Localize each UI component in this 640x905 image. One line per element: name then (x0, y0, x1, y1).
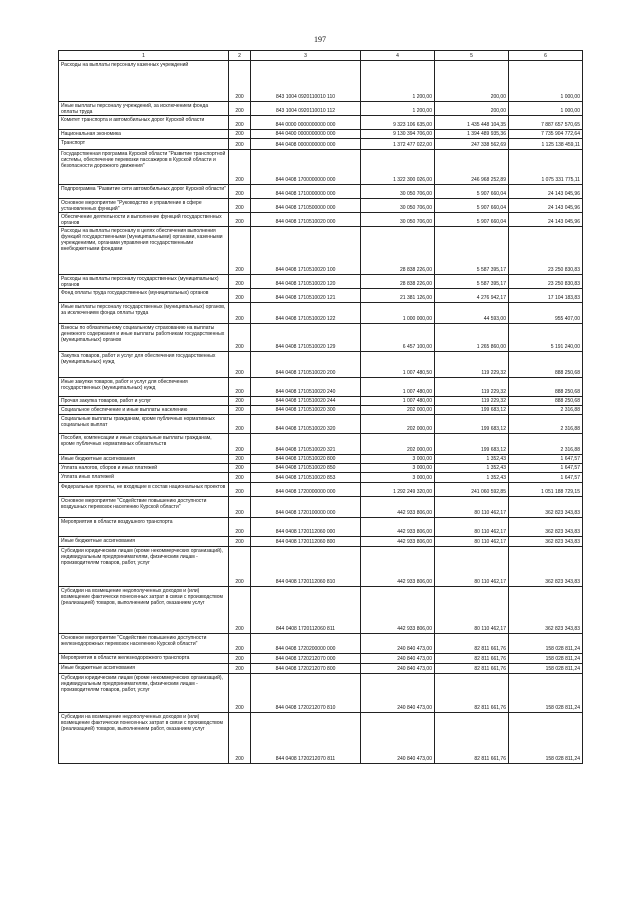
column-header: 6 (509, 51, 583, 61)
row-budget-code: 844 0408 1710510020 850 (251, 464, 361, 473)
row-approved-amount: 9 323 106 635,00 (361, 116, 435, 130)
row-name: Субсидии юридическим лицам (кроме некоммерческих организаций), индивидуальным предпринимателям, физическим лицам - производителям товаров, работ, услуг (59, 547, 229, 587)
row-approved-amount: 442 933 806,00 (361, 497, 435, 518)
row-name: Социальные выплаты гражданам, кроме публичных нормативных социальных выплат (59, 415, 229, 434)
table-row (59, 227, 583, 275)
column-header: 1 (59, 51, 229, 61)
row-remaining-amount: 24 143 045,96 (509, 185, 583, 199)
row-approved-amount: 1 200,00 (361, 61, 435, 102)
page-number: 197 (314, 35, 326, 44)
row-budget-code: 844 0408 0000000000 000 (251, 139, 361, 150)
table-row (59, 473, 583, 483)
row-budget-code: 844 0408 1710000000 000 (251, 185, 361, 199)
row-budget-code: 843 1004 0920110010 110 (251, 61, 361, 102)
row-ved-code: 200 (229, 455, 251, 464)
table-row (59, 213, 583, 227)
table-row (59, 587, 583, 634)
row-budget-code: 844 0408 1720212070 000 (251, 654, 361, 664)
row-remaining-amount: 888 250,68 (509, 397, 583, 406)
row-ved-code: 200 (229, 378, 251, 397)
row-ved-code: 200 (229, 185, 251, 199)
table-row (59, 664, 583, 674)
row-remaining-amount: 23 250 830,83 (509, 275, 583, 289)
column-header: 2 (229, 51, 251, 61)
row-budget-code: 844 0408 1710510020 121 (251, 289, 361, 303)
row-name: Прочая закупка товаров, работ и услуг (59, 397, 229, 406)
row-executed-amount: 5 907 660,04 (435, 213, 509, 227)
row-name: Расходы на выплаты персоналу государственных (муниципальных) органов (59, 275, 229, 289)
row-name: Уплата иных платежей (59, 473, 229, 483)
row-name: Транспорт (59, 139, 229, 150)
row-approved-amount: 202 000,00 (361, 415, 435, 434)
row-approved-amount: 1 007 480,00 (361, 397, 435, 406)
row-budget-code: 844 0408 1720100000 000 (251, 497, 361, 518)
table-row (59, 674, 583, 713)
table-row (59, 352, 583, 378)
row-executed-amount: 246 968 252,89 (435, 150, 509, 185)
row-executed-amount: 1 265 860,00 (435, 324, 509, 352)
row-ved-code: 200 (229, 61, 251, 102)
row-approved-amount: 202 000,00 (361, 434, 435, 455)
row-executed-amount: 5 907 660,04 (435, 185, 509, 199)
row-approved-amount: 1 372 477 022,00 (361, 139, 435, 150)
table-row (59, 289, 583, 303)
row-approved-amount: 3 000,00 (361, 464, 435, 473)
row-executed-amount: 199 683,12 (435, 434, 509, 455)
row-approved-amount: 442 933 806,00 (361, 547, 435, 587)
table-row (59, 199, 583, 213)
row-remaining-amount: 158 028 811,24 (509, 674, 583, 713)
row-budget-code: 844 0408 1710510020 120 (251, 275, 361, 289)
table-body (59, 61, 583, 764)
row-executed-amount: 4 276 942,17 (435, 289, 509, 303)
row-ved-code: 200 (229, 587, 251, 634)
row-ved-code: 200 (229, 213, 251, 227)
row-budget-code: 844 0408 1710510020 321 (251, 434, 361, 455)
table-row (59, 139, 583, 150)
table-row (59, 130, 583, 139)
row-name: Иные бюджетные ассигнования (59, 455, 229, 464)
row-executed-amount: 199 683,12 (435, 415, 509, 434)
row-budget-code: 844 0408 1720112060 800 (251, 537, 361, 547)
table-row (59, 537, 583, 547)
row-ved-code: 200 (229, 303, 251, 324)
row-ved-code: 200 (229, 227, 251, 275)
row-name: Основное мероприятие "Содействие повышению доступности воздушных перевозок населению Курской области" (59, 497, 229, 518)
table-row (59, 324, 583, 352)
row-ved-code: 200 (229, 275, 251, 289)
row-remaining-amount: 1 000,00 (509, 102, 583, 116)
row-executed-amount: 5 587 395,17 (435, 275, 509, 289)
row-executed-amount: 82 811 661,76 (435, 713, 509, 764)
row-name: Мероприятия в области воздушного транспорта (59, 518, 229, 537)
row-executed-amount: 119 229,32 (435, 378, 509, 397)
row-remaining-amount: 5 191 240,00 (509, 324, 583, 352)
row-name: Основное мероприятие "Содействие повышению доступности железнодорожных перевозок населению Курской области" (59, 634, 229, 654)
budget-report-table (58, 50, 583, 764)
row-budget-code: 844 0408 1720212070 810 (251, 674, 361, 713)
row-executed-amount: 119 229,32 (435, 397, 509, 406)
column-header: 4 (361, 51, 435, 61)
row-ved-code: 200 (229, 406, 251, 415)
row-approved-amount: 3 000,00 (361, 473, 435, 483)
row-ved-code: 200 (229, 199, 251, 213)
row-approved-amount: 21 381 126,00 (361, 289, 435, 303)
table-row (59, 378, 583, 397)
column-header: 3 (251, 51, 361, 61)
row-approved-amount: 1 007 480,50 (361, 352, 435, 378)
table-row (59, 102, 583, 116)
row-budget-code: 844 0408 1710510020 122 (251, 303, 361, 324)
row-name: Закупка товаров, работ и услуг для обеспечения государственных (муниципальных) нужд (59, 352, 229, 378)
row-approved-amount: 28 838 226,00 (361, 227, 435, 275)
row-approved-amount: 28 838 226,00 (361, 275, 435, 289)
row-executed-amount: 80 110 462,17 (435, 587, 509, 634)
row-executed-amount: 82 811 661,76 (435, 664, 509, 674)
row-budget-code: 844 0408 1720112060 810 (251, 547, 361, 587)
row-remaining-amount: 1 647,57 (509, 473, 583, 483)
row-name: Фонд оплаты труда государственных (муниципальных) органов (59, 289, 229, 303)
row-name: Пособия, компенсации и иные социальные выплаты гражданам, кроме публичных нормативных обязательств (59, 434, 229, 455)
row-budget-code: 844 0408 1710510020 853 (251, 473, 361, 483)
row-approved-amount: 1 007 480,00 (361, 378, 435, 397)
row-budget-code: 844 0408 1720212070 800 (251, 664, 361, 674)
row-ved-code: 200 (229, 634, 251, 654)
row-name: Иные закупки товаров, работ и услуг для обеспечения государственных (муниципальных) нужд (59, 378, 229, 397)
row-ved-code: 200 (229, 130, 251, 139)
row-executed-amount: 247 338 562,69 (435, 139, 509, 150)
row-approved-amount: 1 200,00 (361, 102, 435, 116)
row-budget-code: 844 0408 1710510020 244 (251, 397, 361, 406)
column-header: 5 (435, 51, 509, 61)
row-remaining-amount: 24 143 045,96 (509, 213, 583, 227)
row-approved-amount: 6 457 100,00 (361, 324, 435, 352)
row-remaining-amount: 1 075 331 775,11 (509, 150, 583, 185)
table-row (59, 185, 583, 199)
row-approved-amount: 1 322 300 026,00 (361, 150, 435, 185)
row-name: Уплата налогов, сборов и иных платежей (59, 464, 229, 473)
row-executed-amount: 200,00 (435, 61, 509, 102)
table-row (59, 634, 583, 654)
row-approved-amount: 1 292 249 320,00 (361, 483, 435, 497)
row-remaining-amount: 1 051 188 729,15 (509, 483, 583, 497)
row-approved-amount: 240 840 473,00 (361, 713, 435, 764)
row-name: Обеспечение деятельности и выполнение функций государственных органов (59, 213, 229, 227)
row-ved-code: 200 (229, 664, 251, 674)
row-ved-code: 200 (229, 674, 251, 713)
row-ved-code: 200 (229, 139, 251, 150)
table-row (59, 61, 583, 102)
row-budget-code: 843 1004 0920110010 112 (251, 102, 361, 116)
row-remaining-amount: 2 316,88 (509, 415, 583, 434)
row-approved-amount: 240 840 473,00 (361, 674, 435, 713)
row-ved-code: 200 (229, 102, 251, 116)
row-ved-code: 200 (229, 397, 251, 406)
row-budget-code: 844 0408 1710510020 800 (251, 455, 361, 464)
row-ved-code: 200 (229, 547, 251, 587)
row-ved-code: 200 (229, 434, 251, 455)
row-ved-code: 200 (229, 473, 251, 483)
table-row (59, 455, 583, 464)
row-name: Комитет транспорта и автомобильных дорог Курской области (59, 116, 229, 130)
row-remaining-amount: 888 250,68 (509, 352, 583, 378)
row-approved-amount: 442 933 806,00 (361, 537, 435, 547)
row-budget-code: 844 0408 1710510020 129 (251, 324, 361, 352)
row-approved-amount: 442 933 806,00 (361, 587, 435, 634)
row-executed-amount: 241 060 592,85 (435, 483, 509, 497)
table-row (59, 464, 583, 473)
row-executed-amount: 119 229,32 (435, 352, 509, 378)
row-executed-amount: 80 110 462,17 (435, 518, 509, 537)
table-row (59, 415, 583, 434)
table-row (59, 116, 583, 130)
row-budget-code: 844 0408 1710510020 300 (251, 406, 361, 415)
table-row (59, 275, 583, 289)
row-executed-amount: 82 811 661,76 (435, 634, 509, 654)
table-row (59, 397, 583, 406)
row-name: Расходы на выплаты персоналу в целях обеспечения выполнения функций государственными (муниципальными) органами, казенными учреждениями, органами управления государственными внебюджетными фондами (59, 227, 229, 275)
row-executed-amount: 5 907 660,04 (435, 199, 509, 213)
table-row (59, 654, 583, 664)
row-budget-code: 844 0408 1710510020 320 (251, 415, 361, 434)
row-ved-code: 200 (229, 497, 251, 518)
row-name: Взносы по обязательному социальному страхованию на выплаты денежного содержания и иные выплаты работникам государственных (муниципальных) органов (59, 324, 229, 352)
row-remaining-amount: 158 028 811,24 (509, 634, 583, 654)
row-budget-code: 844 0000 0000000000 000 (251, 116, 361, 130)
table-row (59, 518, 583, 537)
row-budget-code: 844 0408 1700000000 000 (251, 150, 361, 185)
row-approved-amount: 9 130 394 706,00 (361, 130, 435, 139)
row-name: Субсидии юридическим лицам (кроме некоммерческих организаций), индивидуальным предпринимателям, физическим лицам - производителям товаров, работ, услуг (59, 674, 229, 713)
table-row (59, 150, 583, 185)
row-budget-code: 844 0408 1710500000 000 (251, 199, 361, 213)
row-approved-amount: 202 000,00 (361, 406, 435, 415)
row-budget-code: 844 0400 0000000000 000 (251, 130, 361, 139)
row-remaining-amount: 362 823 343,83 (509, 587, 583, 634)
table-row (59, 713, 583, 764)
row-approved-amount: 30 050 706,00 (361, 199, 435, 213)
table-row (59, 434, 583, 455)
row-approved-amount: 30 050 706,00 (361, 213, 435, 227)
row-approved-amount: 240 840 473,00 (361, 664, 435, 674)
table-row (59, 406, 583, 415)
row-budget-code: 844 0408 1710510020 100 (251, 227, 361, 275)
row-approved-amount: 442 933 806,00 (361, 518, 435, 537)
table-row (59, 497, 583, 518)
row-remaining-amount: 1 000,00 (509, 61, 583, 102)
row-name: Социальное обеспечение и иные выплаты населению (59, 406, 229, 415)
row-approved-amount: 1 000 000,00 (361, 303, 435, 324)
row-name: Мероприятия в области железнодорожного транспорта (59, 654, 229, 664)
row-executed-amount: 200,00 (435, 102, 509, 116)
row-approved-amount: 3 000,00 (361, 455, 435, 464)
row-approved-amount: 240 840 473,00 (361, 654, 435, 664)
row-ved-code: 200 (229, 654, 251, 664)
row-approved-amount: 30 050 706,00 (361, 185, 435, 199)
row-ved-code: 200 (229, 483, 251, 497)
row-ved-code: 200 (229, 116, 251, 130)
row-budget-code: 844 0408 1720200000 000 (251, 634, 361, 654)
row-executed-amount: 82 811 661,76 (435, 674, 509, 713)
row-executed-amount: 1 394 489 935,36 (435, 130, 509, 139)
row-name: Иные выплаты персоналу учреждений, за исключением фонда оплаты труда (59, 102, 229, 116)
row-executed-amount: 80 110 462,17 (435, 547, 509, 587)
row-remaining-amount: 7 735 904 772,64 (509, 130, 583, 139)
row-ved-code: 200 (229, 537, 251, 547)
row-budget-code: 844 0408 1720112060 000 (251, 518, 361, 537)
row-name: Государственная программа Курской области "Развитие транспортной системы, обеспечение перевозки пассажиров в Курской области и безопасности дорожного движения" (59, 150, 229, 185)
row-executed-amount: 1 352,43 (435, 464, 509, 473)
row-ved-code: 200 (229, 352, 251, 378)
row-ved-code: 200 (229, 289, 251, 303)
row-remaining-amount: 158 028 811,24 (509, 654, 583, 664)
row-remaining-amount: 158 028 811,24 (509, 664, 583, 674)
row-ved-code: 200 (229, 518, 251, 537)
row-name: Субсидии на возмещение недополученных доходов и (или) возмещение фактически понесенных затрат в связи с производством (реализацией) товаров, выполнением работ, оказанием услуг (59, 587, 229, 634)
row-remaining-amount: 1 647,57 (509, 464, 583, 473)
row-budget-code: 844 0408 1710510020 240 (251, 378, 361, 397)
row-remaining-amount: 2 316,88 (509, 434, 583, 455)
row-remaining-amount: 362 823 343,83 (509, 518, 583, 537)
row-remaining-amount: 23 250 830,83 (509, 227, 583, 275)
row-budget-code: 844 0408 1720000000 000 (251, 483, 361, 497)
row-budget-code: 844 0408 1720112060 811 (251, 587, 361, 634)
row-remaining-amount: 362 823 343,83 (509, 497, 583, 518)
header-row (59, 51, 583, 61)
row-ved-code: 200 (229, 415, 251, 434)
row-ved-code: 200 (229, 713, 251, 764)
row-ved-code: 200 (229, 464, 251, 473)
row-name: Национальная экономика (59, 130, 229, 139)
row-executed-amount: 1 352,43 (435, 473, 509, 483)
row-remaining-amount: 1 647,57 (509, 455, 583, 464)
row-name: Основное мероприятие "Руководство и управление в сфере установленных функций" (59, 199, 229, 213)
row-remaining-amount: 955 407,00 (509, 303, 583, 324)
row-budget-code: 844 0408 1720212070 811 (251, 713, 361, 764)
row-remaining-amount: 1 125 138 459,11 (509, 139, 583, 150)
row-remaining-amount: 362 823 343,83 (509, 537, 583, 547)
row-executed-amount: 199 683,12 (435, 406, 509, 415)
row-ved-code: 200 (229, 324, 251, 352)
row-executed-amount: 80 110 462,17 (435, 537, 509, 547)
row-remaining-amount: 362 823 343,83 (509, 547, 583, 587)
row-name: Иные бюджетные ассигнования (59, 537, 229, 547)
row-executed-amount: 1 435 448 104,35 (435, 116, 509, 130)
row-name: Федеральные проекты, не входящие в состав национальных проектов (59, 483, 229, 497)
row-name: Расходы на выплаты персоналу казенных учреждений (59, 61, 229, 102)
row-name: Субсидии на возмещение недополученных доходов и (или) возмещение фактически понесенных затрат в связи с производством (реализацией) товаров, выполнением работ, оказанием услуг (59, 713, 229, 764)
row-name: Подпрограмма "Развитие сети автомобильных дорог Курской области" (59, 185, 229, 199)
table-row (59, 483, 583, 497)
row-approved-amount: 240 840 473,00 (361, 634, 435, 654)
row-budget-code: 844 0408 1710510020 200 (251, 352, 361, 378)
row-remaining-amount: 888 250,68 (509, 378, 583, 397)
row-executed-amount: 80 110 462,17 (435, 497, 509, 518)
row-remaining-amount: 24 143 045,96 (509, 199, 583, 213)
row-name: Иные бюджетные ассигнования (59, 664, 229, 674)
row-remaining-amount: 7 887 657 570,65 (509, 116, 583, 130)
row-budget-code: 844 0408 1710510020 000 (251, 213, 361, 227)
table-row (59, 303, 583, 324)
row-remaining-amount: 2 316,88 (509, 406, 583, 415)
row-executed-amount: 5 587 395,17 (435, 227, 509, 275)
row-remaining-amount: 17 104 183,83 (509, 289, 583, 303)
row-name: Иные выплаты персоналу государственных (муниципальных) органов, за исключением фонда оплаты труда (59, 303, 229, 324)
row-executed-amount: 44 593,00 (435, 303, 509, 324)
row-executed-amount: 1 352,43 (435, 455, 509, 464)
table-row (59, 547, 583, 587)
row-remaining-amount: 158 028 811,24 (509, 713, 583, 764)
row-executed-amount: 82 811 661,76 (435, 654, 509, 664)
row-ved-code: 200 (229, 150, 251, 185)
